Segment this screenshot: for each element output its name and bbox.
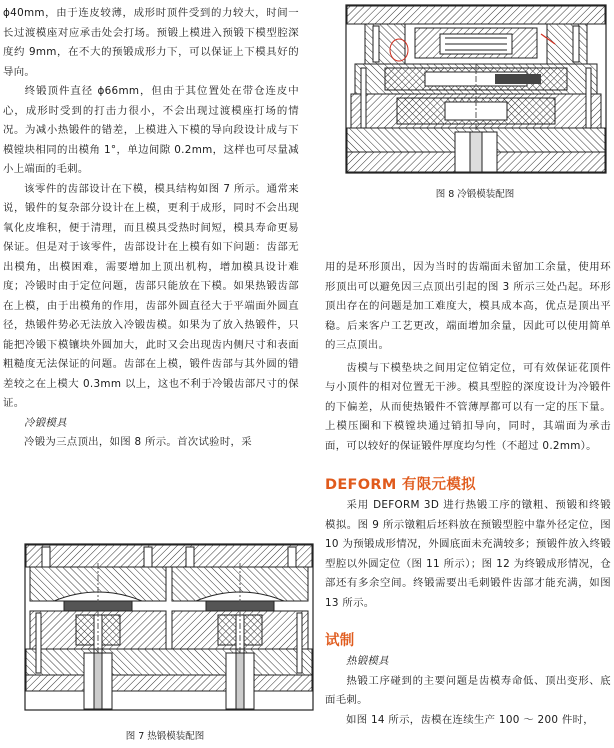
left-column <box>3 4 299 453</box>
left-paragraph-3-text: 该零件的齿部设计在下模，模具结构如图 7 所示。通常来说，锻件的复杂部分设计在上模，更利于成形，同时不会出现氧化皮堆积，便于清理，而且模具受热时间短，模具寿命更易保证。但是对于该零件，齿部设计在上模有如下问题：齿部无出模角，出模困难，需要增加上顶出机构，增加模具设计难度；冷锻时由于定位问题，齿部只能放在下模。如果热锻齿部在上模，由于出模角的作用，齿部外圆直径大于平端面外圆直径，热锻件势必无法放入冷锻齿模。如果为了放入热锻件，只能把冷锻下模镶块外圆加大，此时又会出现齿内侧尺寸和表面粗糙度无法保证的问题。齿部在上模，锻件齿部与其外圆的错差较之在上模大 0.3mm 以上，这也不利于冷锻齿部尺寸的保证。 <box>3 182 299 409</box>
right-paragraph-5-text: 如图 14 所示，齿模在连续生产 100 ～ 200 件时， <box>346 713 594 726</box>
right-paragraph-3 <box>325 496 611 613</box>
figure-8-caption: 图 8 冷锻模装配图 <box>435 189 515 200</box>
left-subheading-text: 冷锻模具 <box>24 416 67 429</box>
right-paragraph-4 <box>325 672 611 711</box>
right-paragraph-4-text: 热锻工序碰到的主要问题是齿模寿命低、顶出变形、底面毛刺。 <box>325 674 611 706</box>
figure-7-caption: 图 7 热锻模装配图 <box>125 731 205 742</box>
right-column <box>325 258 611 730</box>
right-subheading-hot-forging-die <box>325 652 611 672</box>
left-paragraph-2 <box>3 82 299 180</box>
right-paragraph-3-text: 采用 DEFORM 3D 进行热锻工序的镦粗、预锻和终锻模拟。图 9 所示镦粗后坯料放在预锻型腔中靠外径定位，图 10 为预锻成形情况，外圆底面未充满较多；预锻件放入终锻型腔以外圆定位（图 11 所示）；图 12 为终锻成形情况，仓部还有多余空间。终锻需要出毛刺锻件齿部才能充满，如图 13 所示。 <box>325 499 611 609</box>
right-paragraph-5 <box>325 711 611 731</box>
figure-7-hot-die-drawing <box>24 543 314 711</box>
left-paragraph-4 <box>3 433 299 453</box>
figure-8-cold-die-drawing <box>345 4 607 174</box>
left-subheading-cold-forging-die <box>3 414 299 434</box>
left-paragraph-1: ϕ40mm，由于连皮较薄，成形时顶件受到的力较大，时间一长过渡模座对应承击处会打场。预锻上模进入预锻下模型腔深度约 9mm，在不大的预锻成形力下，可以保证上下模具好的导向。 <box>3 7 299 78</box>
section-heading-deform: DEFORM 有限元模拟 <box>325 477 476 493</box>
left-paragraph-2-text: 终锻顶件直径 ϕ66mm，但由于其位置处在带仓连皮中心，成形时受到的打击力很小，不会出现过渡模座打场的情况。为减小热锻件的错差，上模进入下模的导向段设计成与下模镗块相同的出模角 1°，单边间隙 0.2mm，这样也可尽量减小上端面的毛刺。 <box>3 85 299 175</box>
right-paragraph-2 <box>325 359 611 457</box>
right-subheading-text: 热锻模具 <box>346 655 389 667</box>
section-heading-trial: 试制 <box>325 633 355 649</box>
left-paragraph-4-text: 冷锻为三点顶出，如图 8 所示。首次试验时，采 <box>24 436 252 448</box>
right-paragraph-1: 用的是环形顶出，因为当时的齿端面未留加工余量，使用环形顶出可以避免因三点顶出引起的图 3 所示三处凸起。环形顶出存在的问题是加工难度大，模具成本高，优点是顶出平稳。后来客户工艺更改，端面增加余量，因此可以使用简单的三点顶出。 <box>325 261 611 351</box>
left-paragraph-3 <box>3 180 299 414</box>
right-paragraph-2-text: 齿模与下模垫块之间用定位销定位，可有效保证花顶件与小顶件的相对位置无干涉。模具型腔的深度设计为冷锻件的下偏差，从而使热锻件不管薄厚都可以有一定的压下量。上模压圈和下模镗块通过销扣导向，同时，其端面为承击面，可以较好的保证锻件厚度均匀性（不超过 0.2mm）。 <box>325 361 611 452</box>
